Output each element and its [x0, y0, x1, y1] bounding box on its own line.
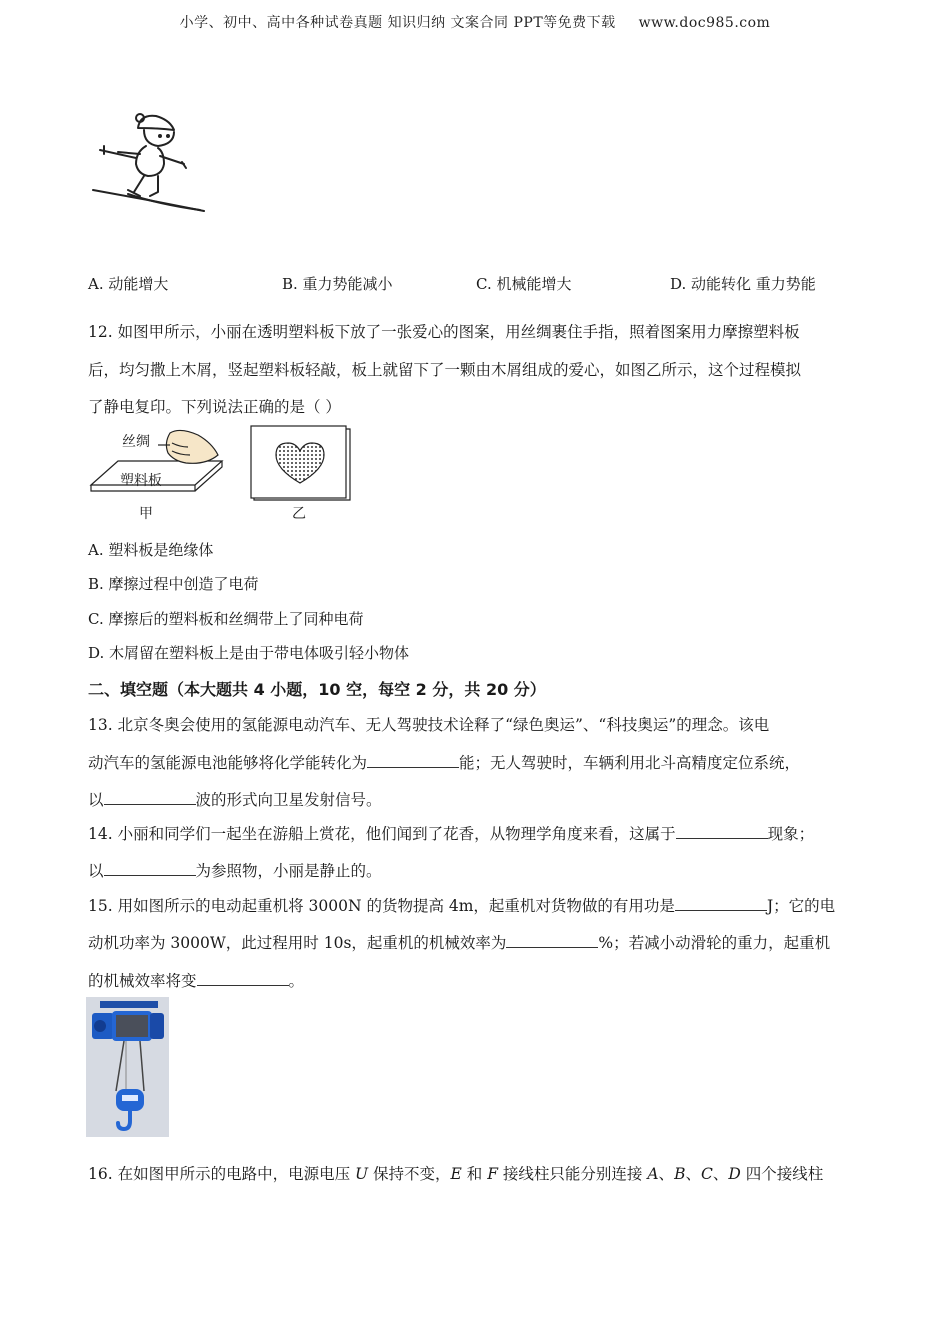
q13-line-1: 13. 北京冬奥会使用的氢能源电动汽车、无人驾驶技术诠释了“绿色奥运”、“科技奥运”的理念。该电 [88, 716, 770, 734]
q13-line-2-b: 能；无人驾驶时，车辆利用北斗高精度定位系统， [459, 754, 801, 772]
q16-var-a: A [647, 1165, 659, 1183]
q13-blank-2[interactable] [104, 790, 196, 805]
header-url[interactable]: www.doc985.com [638, 15, 771, 31]
q16-text-mid2: 和 [461, 1165, 488, 1183]
fig-label-board: 塑料板 [120, 473, 162, 489]
q12-option-d[interactable]: D. 木屑留在塑料板上是由于带电体吸引轻小物体 [88, 644, 410, 662]
fig-caption-yi: 乙 [292, 506, 306, 522]
q15-line-3-b: 。 [288, 972, 305, 990]
q12-option-c[interactable]: C. 摩擦后的塑料板和丝绸带上了同种电荷 [88, 610, 364, 628]
section-2-title: 二、填空题（本大题共 4 小题，10 空，每空 2 分，共 20 分） [88, 680, 546, 699]
q14-line-2-b: 为参照物，小丽是静止的。 [195, 862, 382, 880]
q15-line-1-a: 15. 用如图所示的电动起重机将 3000N 的货物提高 4m，起重机对货物做的有用功是 [88, 897, 675, 915]
q14-line-1-a: 14. 小丽和同学们一起坐在游船上赏花，他们闻到了花香，从物理学角度来看，这属于 [88, 825, 676, 843]
q16-sep-1: 、 [658, 1165, 675, 1183]
q13-line-3-b: 波的形式向卫星发射信号。 [195, 791, 382, 809]
q14-blank-1[interactable] [676, 824, 768, 839]
q11-option-a[interactable]: A. 动能增大 [88, 275, 169, 293]
q15-line-1-b: J；它的电 [766, 897, 836, 915]
electric-hoist-figure [86, 997, 169, 1137]
q16-line-1 [88, 1162, 823, 1184]
q12-option-a[interactable]: A. 塑料板是绝缘体 [88, 541, 214, 559]
q16-sep-3: 、 [712, 1165, 729, 1183]
q16-text-mid3: 接线柱只能分别连接 [497, 1165, 648, 1183]
q14-line-2-a: 以 [88, 862, 104, 880]
figure-yi-heart-board [250, 425, 352, 501]
q15-line-2 [88, 931, 830, 953]
q14-blank-2[interactable] [104, 861, 196, 876]
q12-line-3: 了静电复印。下列说法正确的是（ ） [88, 398, 341, 416]
fig-label-silk: 丝绸 [122, 434, 150, 450]
q13-line-3-a: 以 [88, 791, 104, 809]
q14-line-1-b: 现象； [767, 825, 815, 843]
q11-option-c[interactable]: C. 机械能增大 [476, 275, 572, 293]
q16-text-post: 四个接线柱 [740, 1165, 824, 1183]
q16-var-f: F [487, 1165, 498, 1183]
q13-line-2 [88, 751, 800, 773]
q15-line-2-a: 动机功率为 3000W，此过程用时 10s，起重机的机械效率为 [88, 934, 507, 952]
q12-line-2: 后，均匀撒上木屑，竖起塑料板轻敲，板上就留下了一颗由木屑组成的爱心，如图乙所示，这个过程模拟 [88, 361, 802, 379]
q15-line-2-b: %；若减小动滑轮的重力，起重机 [598, 934, 831, 952]
q15-line-3 [88, 969, 304, 991]
page-header [0, 12, 950, 32]
q16-var-d: D [728, 1165, 741, 1183]
fig-caption-jia: 甲 [139, 506, 153, 522]
q13-line-3 [88, 788, 382, 810]
header-text: 小学、初中、高中各种试卷真题 知识归纳 文案合同 PPT等免费下载 [179, 15, 616, 31]
q16-text-mid1: 保持不变， [368, 1165, 451, 1183]
q15-blank-3[interactable] [197, 971, 289, 986]
q13-blank-1[interactable] [367, 753, 459, 768]
q12-line-1: 12. 如图甲所示，小丽在透明塑料板下放了一张爱心的图案，用丝绸裹住手指，照着图案用力摩擦塑料板 [88, 323, 800, 341]
q16-var-c: C [700, 1165, 713, 1183]
skier-figure [88, 108, 213, 218]
q16-var-u: U [355, 1165, 369, 1183]
q15-blank-2[interactable] [506, 933, 598, 948]
q16-text-pre: 16. 在如图甲所示的电路中，电源电压 [88, 1165, 356, 1183]
q16-var-b: B [674, 1165, 686, 1183]
q14-line-2 [88, 859, 382, 881]
q16-sep-2: 、 [685, 1165, 701, 1183]
q14-line-1 [88, 822, 814, 844]
q15-line-1 [88, 894, 835, 916]
q15-line-3-a: 的机械效率将变 [88, 972, 197, 990]
q11-option-b[interactable]: B. 重力势能减小 [282, 275, 393, 293]
q15-blank-1[interactable] [675, 896, 767, 911]
q11-option-d[interactable]: D. 动能转化 重力势能 [670, 275, 816, 293]
q13-line-2-a: 动汽车的氢能源电池能够将化学能转化为 [88, 754, 368, 772]
q12-option-b[interactable]: B. 摩擦过程中创造了电荷 [88, 575, 259, 593]
q16-var-e: E [450, 1165, 462, 1183]
